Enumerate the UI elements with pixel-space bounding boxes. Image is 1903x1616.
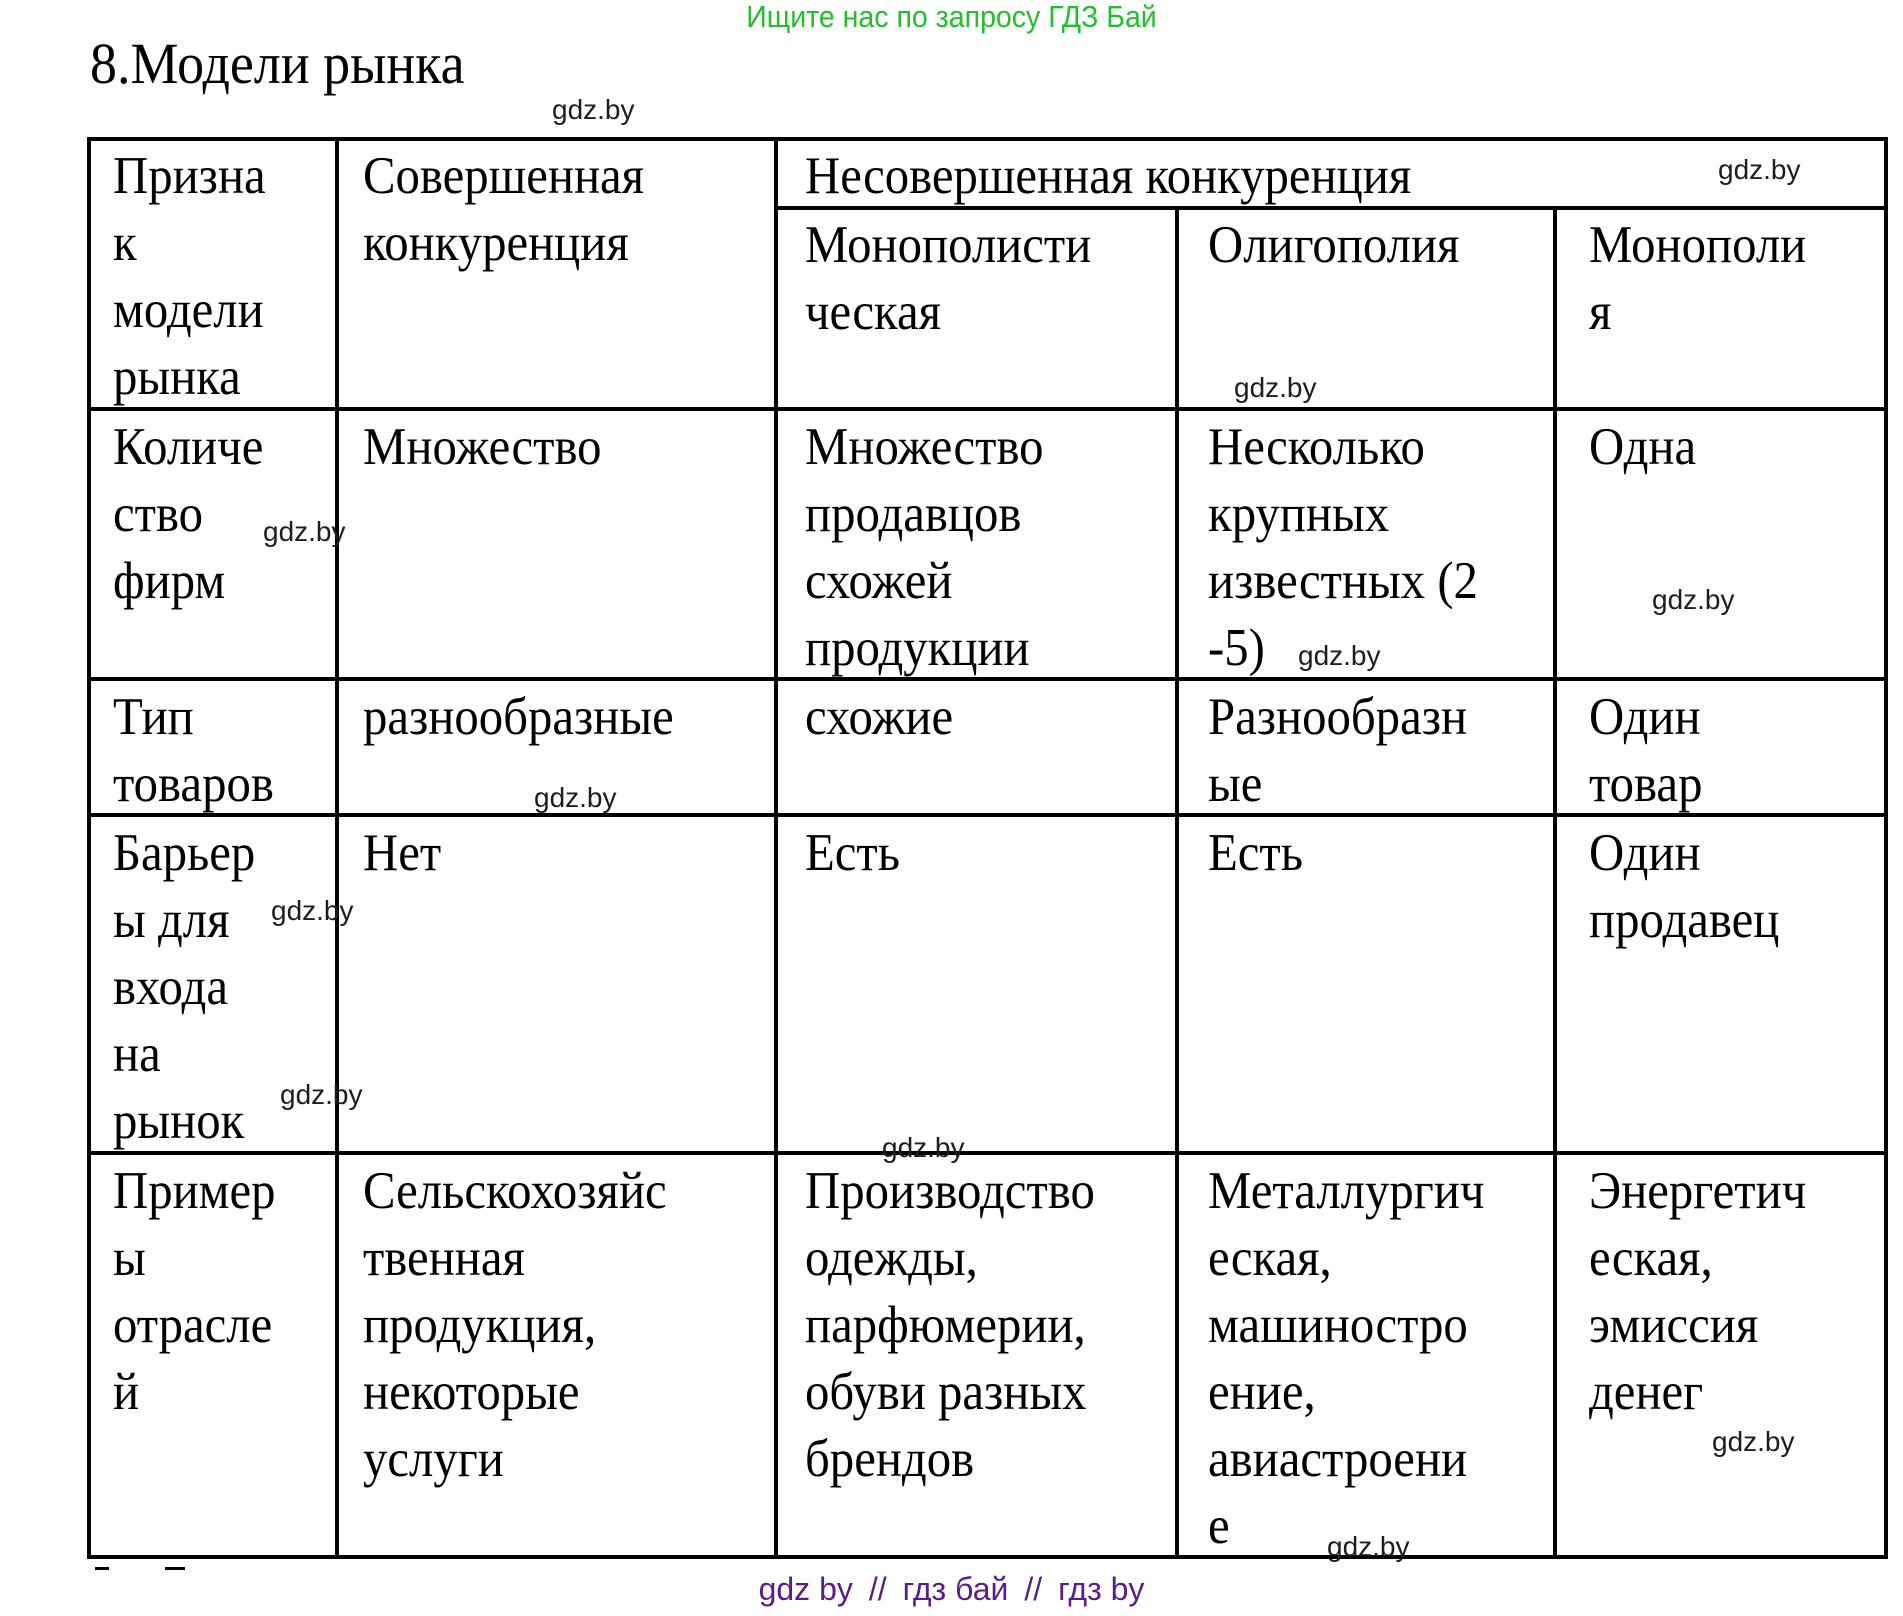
row-examples-oligopoly: Металлургич еская, машиностро ение, авиастроени е (1208, 1162, 1485, 1555)
header-oligopoly: Олигополия (1208, 216, 1460, 274)
row-firms-feature: Количе ство фирм (113, 418, 264, 610)
row-goods-oligopoly: Разнообразн ые (1208, 688, 1468, 813)
footer-link-gdz-by[interactable]: gdz by (758, 1571, 853, 1607)
watermark: gdz.by (1718, 154, 1801, 185)
table-col-line (774, 137, 778, 1559)
cutoff-text-fragment (165, 1567, 185, 1570)
row-firms-monopolistic: Множество продавцов схожей продукции (805, 418, 1044, 677)
row-examples-feature: Пример ы отрасле й (113, 1162, 276, 1421)
row-examples-monopoly: Энергетич еская, эмиссия денег (1589, 1162, 1807, 1421)
watermark: gdz.by (1298, 640, 1381, 671)
row-examples-monopolistic: Производство одежды, парфюмерии, обуви разных брендов (805, 1162, 1095, 1488)
cutoff-text-fragment (95, 1567, 109, 1570)
watermark: gdz.by (271, 895, 354, 926)
row-goods-monopolistic: схожие (805, 688, 954, 746)
row-barriers-monopoly: Один продавец (1589, 824, 1780, 949)
table-col-line (335, 137, 339, 1559)
table-border-top (88, 137, 1888, 141)
header-imperfect-competition: Несовершенная конкуренция (805, 147, 1412, 205)
row-barriers-oligopoly: Есть (1208, 824, 1303, 882)
footer-link-gdz-bai[interactable]: гдз бай (902, 1571, 1009, 1607)
watermark: gdz.by (1234, 372, 1317, 403)
row-firms-perfect: Множество (363, 418, 602, 476)
header-monopoly: Монополи я (1589, 216, 1807, 341)
row-examples-perfect: Сельскохозяйс твенная продукция, некоторые услуги (363, 1162, 667, 1488)
watermark: gdz.by (1712, 1426, 1795, 1457)
table-col-line (1553, 206, 1557, 1559)
watermark: gdz.by (263, 516, 346, 547)
footer-separator: // (1024, 1571, 1043, 1607)
watermark: gdz.by (534, 782, 617, 813)
table-border-left (87, 137, 91, 1559)
table-row-line (88, 407, 1888, 411)
search-banner: Ищите нас по запросу ГДЗ Бай (746, 0, 1157, 34)
header-perfect-competition: Совершенная конкуренция (363, 147, 645, 272)
row-barriers-monopolistic: Есть (805, 824, 900, 882)
watermark: gdz.by (882, 1132, 965, 1163)
row-goods-perfect: разнообразные (363, 688, 674, 746)
watermark: gdz.by (1652, 584, 1735, 615)
header-monopolistic: Монополисти ческая (805, 216, 1092, 341)
watermark: gdz.by (552, 94, 635, 125)
row-firms-monopoly: Одна (1589, 418, 1697, 476)
table-row-line (88, 1151, 1888, 1155)
row-goods-feature: Тип товаров (113, 688, 274, 813)
watermark: gdz.by (280, 1079, 363, 1110)
header-feature: Призна к модели рынка (113, 147, 266, 406)
footer-separator: // (868, 1571, 887, 1607)
row-barriers-feature: Барьер ы для входа на рынок (113, 824, 256, 1150)
footer-link-gdz-by-cyr[interactable]: гдз by (1058, 1571, 1145, 1607)
watermark: gdz.by (1327, 1531, 1410, 1562)
table-border-right (1884, 137, 1888, 1559)
row-barriers-perfect: Нет (363, 824, 442, 882)
row-firms-oligopoly: Несколько крупных известных (2 -5) (1208, 418, 1478, 677)
footer-links (0, 1572, 1903, 1606)
table-border-bottom (88, 1555, 1888, 1559)
row-goods-monopoly: Один товар (1589, 688, 1703, 813)
table-col-line (1175, 206, 1179, 1559)
section-title: 8.Модели рынка (90, 31, 465, 96)
